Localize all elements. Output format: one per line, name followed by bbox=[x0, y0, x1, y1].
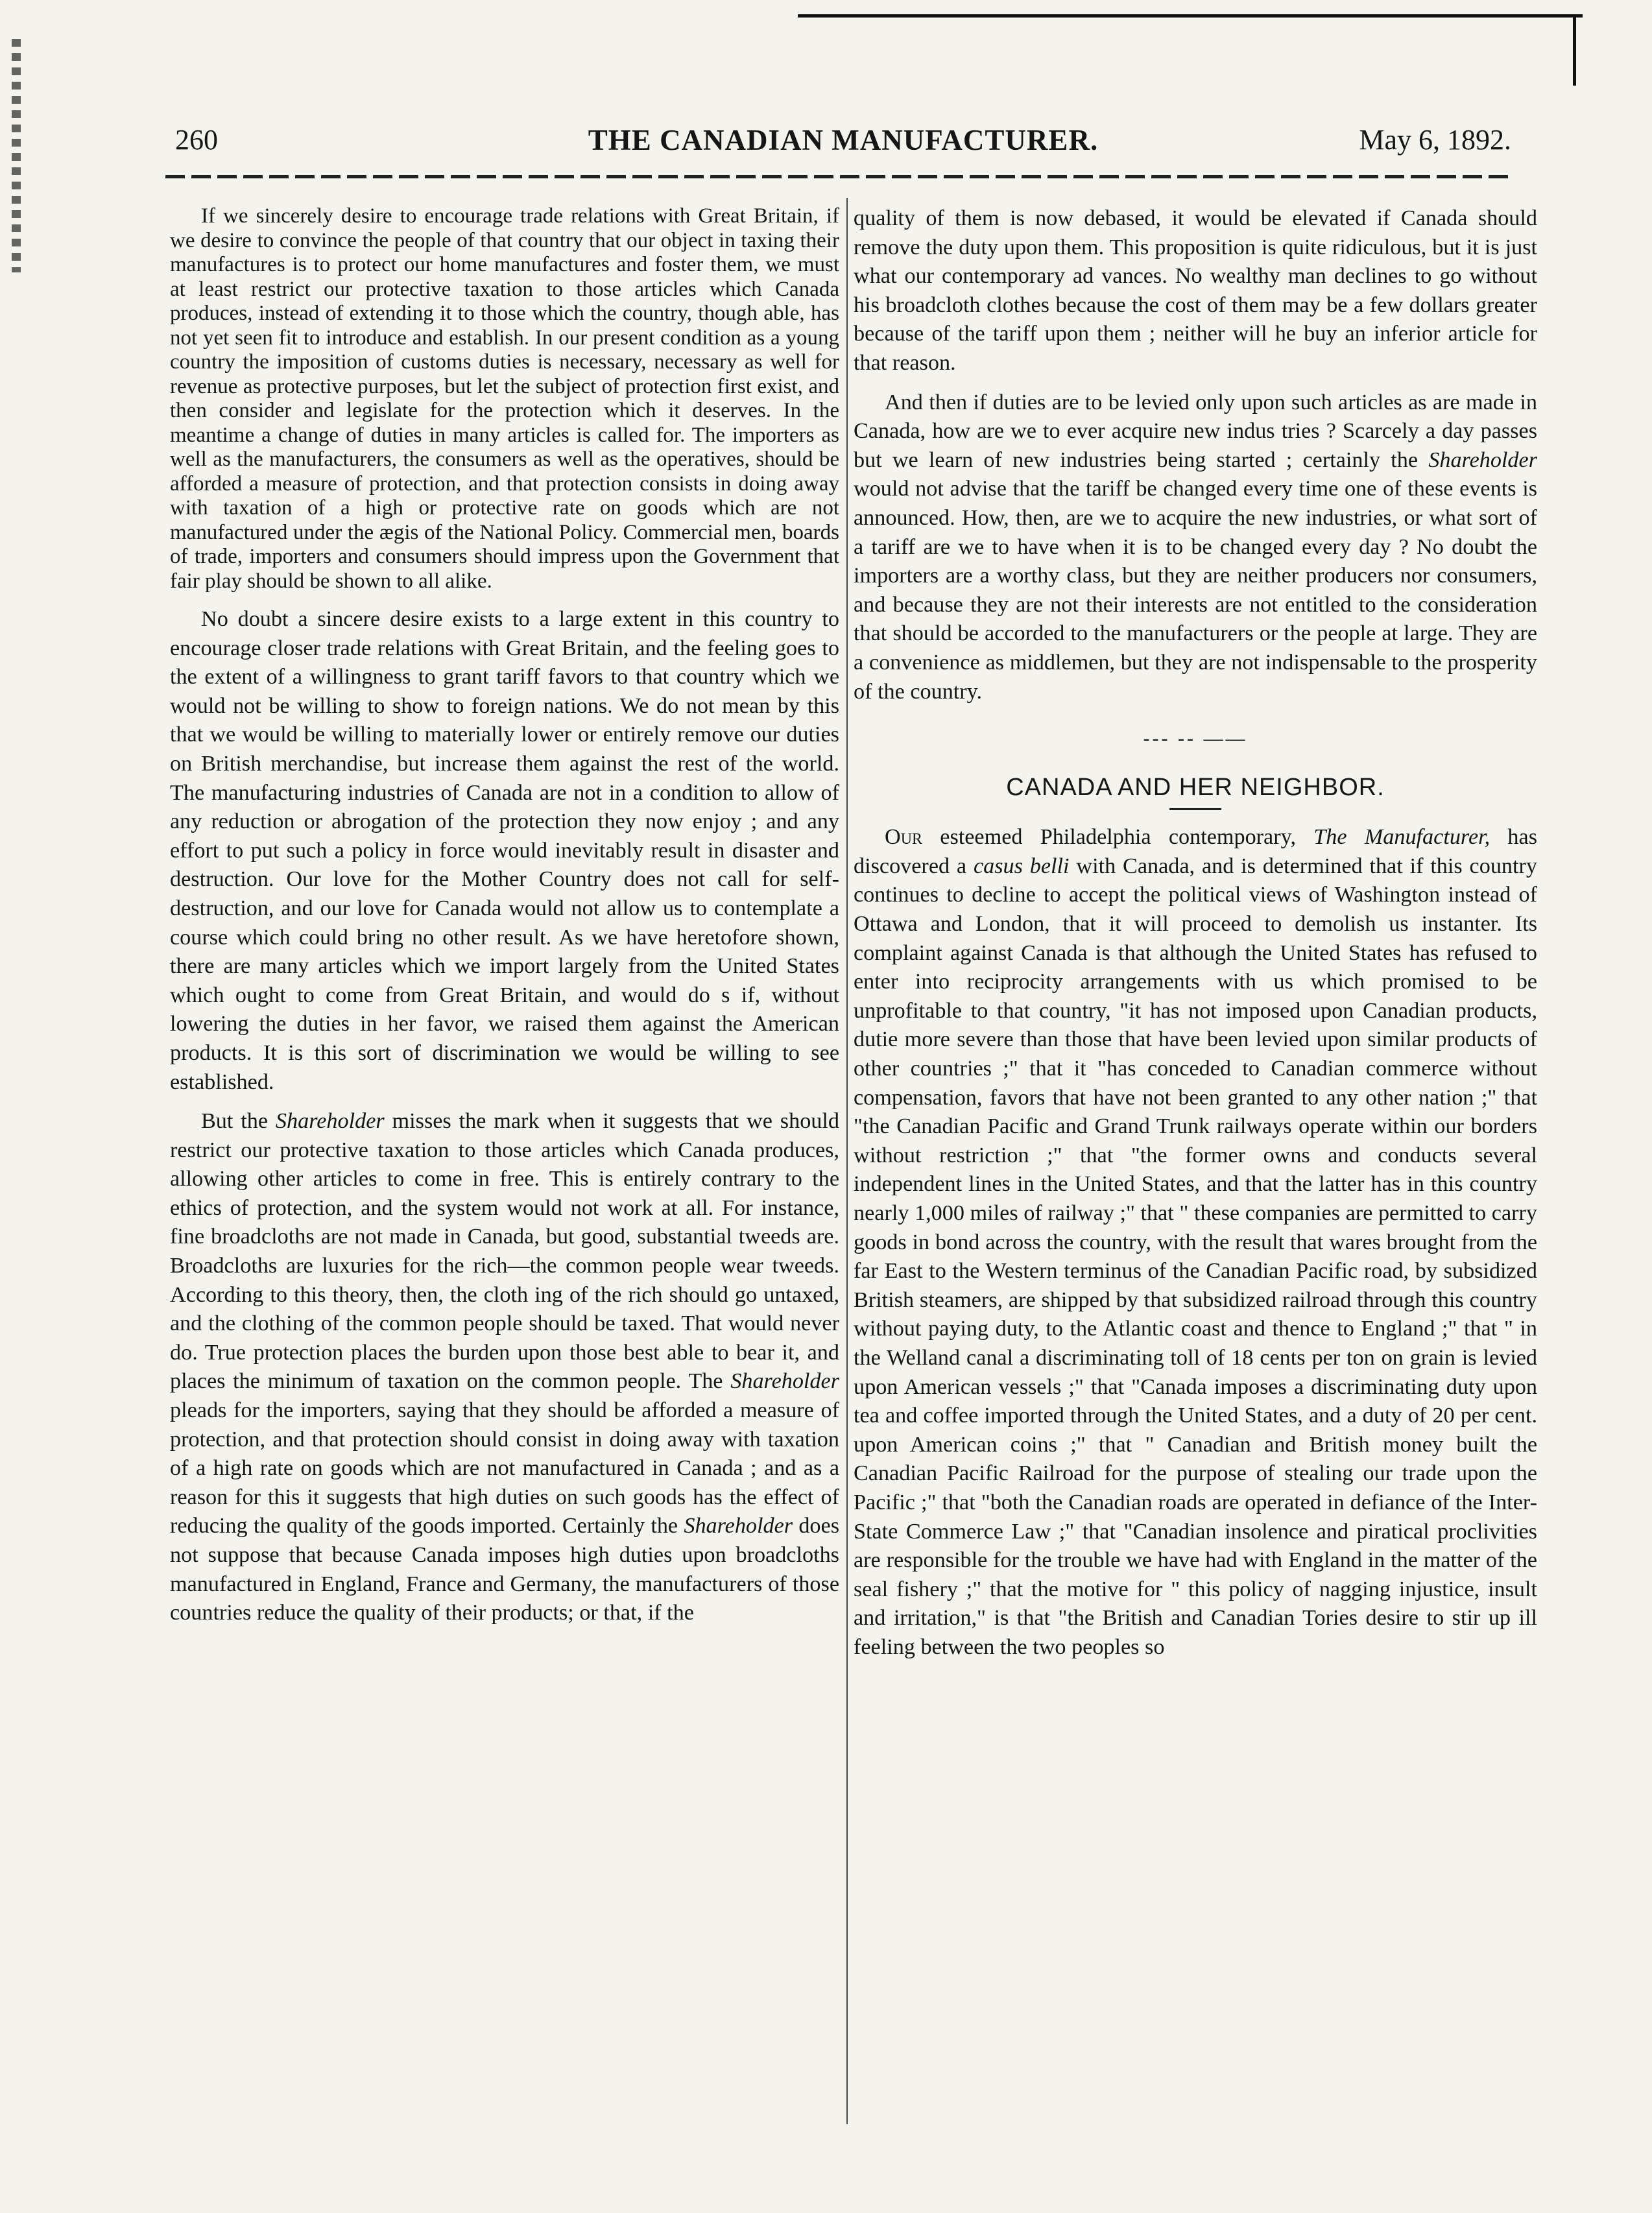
right-column bbox=[854, 204, 1537, 1673]
text-run: would not advise that the tariff be changed every time one of these events is announced. How, then, are we to acquire the new industries, or what sort of a tariff are we to have when it is to be changed every day ? No doubt the importers are a worthy class, but they are neither producers nor consumers, and because they are not their interests are not entitled to the consideration that should be accorded to the manufacturers or the people at large. They are a convenience as middlemen, but they are not indispensable to the prosperity of the country. bbox=[854, 477, 1537, 704]
page-number: 260 bbox=[175, 124, 218, 156]
scan-edge-mark bbox=[12, 39, 21, 272]
italic-title: The Manufacturer, bbox=[1313, 825, 1490, 850]
top-border-mark bbox=[798, 14, 1583, 18]
paragraph: No doubt a sincere desire exists to a large extent in this country to encourage closer trade relations with Great Britain, and the feeling goes to the extent of a willingness to grant tariff favors to that country which we would not be willing to show to foreign nations. We do not mean by this that we would be willing to materially lower or entirely remove our duties on British merchandise, but increase them against the rest of the world. The manufacturing industries of Canada are not in a condition to allow of any reduction or abrogation of the protection they now enjoy ; and any effort to put such a policy in force would inevitably result in disaster and destruction. Our love for the Mother Country does not call for self-destruction, and our love for Canada would not allow us to contemplate a course which could bring no other result. As we have heretofore shown, there are many articles which we import largely from the United States which ought to come from Great Britain, and would do s if, without lowering the duties in her favor, we raised them against the American products. It is this sort of discrimination we would be willing to see established. bbox=[170, 607, 839, 1094]
section-separator: --- -- —— bbox=[1143, 728, 1248, 750]
italic-title: Shareholder bbox=[730, 1369, 839, 1394]
paragraph bbox=[170, 1107, 839, 1628]
heading-rule bbox=[1169, 808, 1221, 810]
text-run: pleads for the importers, saying that they should be afforded a measure of protection, and that protection should consist in doing away with taxation of a high rate on goods which are not manufactured in Canada ; and as a reason for this it suggests that high duties on such goods has the effect of reducing the quality of the goods imported. Certainly the bbox=[170, 1398, 839, 1538]
paragraph: quality of them is now debased, it would be elevated if Canada should remove the duty upon them. This proposition is quite ridiculous, but it is just what our contemporary ad vances. No wealthy man declines to go without his broadcloth clothes because the cost of them may be a few dollars greater because of the tariff upon them ; neither will he buy an inferior article for that reason. bbox=[854, 206, 1537, 375]
text-run: with Canada, and is determined that if this country continues to decline to accept the political views of Washington instead of Ottawa and London, that it will proceed to demolish us instanter. Its complaint against Canada is that although the United States has refused to enter into reciprocity arrangements with us which promised to be unprofitable to that country, "it has not imposed upon Canadian products, dutie more severe than those that have been levied upon similar products of other countries ;" that it "has conceded to Canadian commerce without compensation, favors that have not been granted to any other nation ;" that "the Canadian Pacific and Grand Trunk railways operate within our borders without restriction ;" that "the former owns and conducts several independent lines in the United States, and that the latter has in this country nearly 1,000 miles of railway ;" that " these companies are permitted to carry goods in bond across the country, with the result that wares brought from the far East to the Western terminus of the Canadian Pacific road, by subsidized British steamers, are shipped by that subsidized railroad through this country without paying duty, to the Atlantic coast and thence to England ;" that " in the Welland canal a discriminating toll of 18 cents per ton on grain is levied upon American vessels ;" that "Canada imposes a discriminating duty upon tea and coffee imported through the United States, and a duty of 20 per cent. upon American coins ;" that " Canadian and British money built the Canadian Pacific Railroad for the purpose of stealing our trade upon the Pacific ;" that "both the Canadian roads are operated in defiance of the Inter-State Commerce Law ;" that "Canadian insolence and piratical proclivities are responsible for the trouble we have had with England in the matter of the seal fishery ;" that the motive for " this policy of nagging injustice, insult and irritation," is that "the British and Canadian Tories desire to stir up ill feeling between the two peoples so bbox=[854, 854, 1537, 1659]
italic-title: Shareholder bbox=[1428, 448, 1537, 472]
text-run: has discovered a bbox=[854, 825, 1538, 878]
left-column bbox=[170, 204, 839, 1638]
italic-title: Shareholder bbox=[684, 1514, 793, 1538]
text-run: But the bbox=[201, 1109, 276, 1134]
text-run: does not suppose that because Canada imposes high duties upon broadcloths manufactured in England, France and Germany, the manufacturers of those countries reduce the quality of their products; or that, if the bbox=[170, 1514, 839, 1625]
italic-title: Shareholder bbox=[275, 1109, 385, 1134]
page-header bbox=[175, 123, 1511, 169]
header-rule bbox=[165, 175, 1514, 178]
text-run: And then if duties are to be levied only upon such articles as are made in Canada, how are we to ever acquire new indus tries ? Scarcely a day passes but we learn of new industries being started ; certainly the bbox=[854, 390, 1537, 472]
lead-word: Our bbox=[885, 825, 923, 850]
paragraph bbox=[854, 389, 1537, 707]
text-run: misses the mark when it suggests that we should restrict our protective taxation to those articles which Canada produces, allowing other articles to come in free. This is entirely contrary to the ethics of protection, and the system would not work at all. For instance, fine broadcloths are not made in Canada, but good, substantial tweeds are. Broadcloths are luxuries for the rich—the common people wear tweeds. According to this theory, then, the cloth ing of the rich should go untaxed, and the clothing of the common people should be taxed. That would never do. True protection places the burden upon those best able to bear it, and places the minimum of taxation on the common people. The bbox=[170, 1109, 839, 1394]
text-run: esteemed Philadelphia contemporary, bbox=[922, 825, 1314, 850]
paragraph: If we sincerely desire to encourage trade relations with Great Britain, if we desire to convince the people of that country that our object in taxing their manufactures is to protect our home manufactures and foster them, we must at least restrict our protective taxation to those articles which Canada produces, instead of extending it to those which the country, though able, has not yet seen fit to introduce and establish. In our present condition as a young country the imposition of customs duties is necessary, necessary as well for revenue as protective purposes, but let the subject of protection first exist, and then consider and legislate for the protection which it deserves. In the meantime a change of duties in many articles is called for. The importers as well as the manufacturers, the consumers as well as the operatives, should be afforded a measure of protection, and that protection consists in doing away with taxation of a high or protective rate on goods which are not manufactured under the ægis of the National Policy. Commercial men, boards of trade, importers and consumers should impress upon the Government that fair play should be shown to all alike. bbox=[170, 204, 839, 593]
column-divider bbox=[846, 198, 848, 2124]
italic-term: casus belli bbox=[973, 854, 1070, 878]
top-right-border-mark bbox=[1573, 14, 1576, 86]
publication-title: THE CANADIAN MANUFACTURER. bbox=[588, 124, 1099, 156]
issue-date: May 6, 1892. bbox=[1359, 124, 1511, 156]
paragraph bbox=[854, 823, 1537, 1662]
section-heading: CANADA AND HER NEIGHBOR. bbox=[1006, 773, 1385, 801]
